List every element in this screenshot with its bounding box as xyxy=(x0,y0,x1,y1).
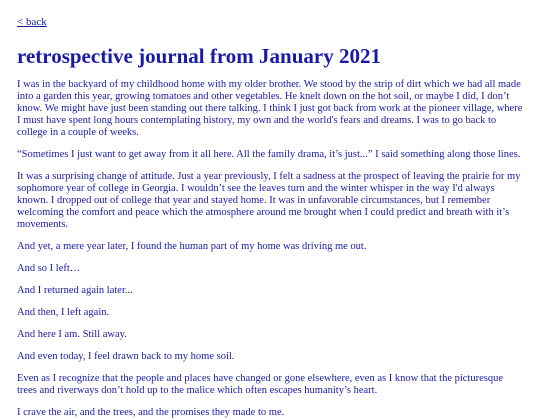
paragraph: Even as I recognize that the people and places have changed or gone elsewhere, even as I know that the picturesque trees and riverways don’t hold up to the malice which often escapes humanity’s heart. xyxy=(17,373,504,397)
back-link[interactable]: < back xyxy=(17,16,47,28)
paragraph: I crave the air, and the trees, and the promises they made to me. xyxy=(17,407,285,419)
paragraph: And I returned again later... xyxy=(17,285,133,297)
page-title: retrospective journal from January 2021 xyxy=(17,44,381,68)
paragraph: And so I left… xyxy=(17,263,81,275)
paragraph: And yet, a mere year later, I found the human part of my home was driving me out. xyxy=(17,241,367,253)
paragraph: It was a surprising change of attitude. Just a year previously, I felt a sadness at the prospect of leaving the prairie for my sophomore year of college in Georgia. I wouldn’t see the leaves turn and the winter whisper in the way I'd always known. I dropped out of college that year and stayed home. It was in unfavorable circumstances, but I remember welcoming the comfort and peace which the atmosphere around me brought when I could predict and breath with it’s movements. xyxy=(17,171,521,231)
paragraph: And even today, I feel drawn back to my home soil. xyxy=(17,351,235,363)
paragraph: And here I am. Still away. xyxy=(17,329,127,341)
article-body xyxy=(17,79,523,419)
paragraph: “Sometimes I just want to get away from it all here. All the family drama, it’s just...” I said something along those lines. xyxy=(17,149,521,161)
paragraph: I was in the backyard of my childhood home with my older brother. We stood by the strip of dirt which we had all made into a garden this year, growing tomatoes and other vegetables. He knelt down on the hot soil, or maybe I did, I don’t know. We might have just been standing out there talking. I think I just got back from work at the pioneer village, where I must have spent long hours contemplating history, my own and the world's fears and dreams. I was to go back to college in a couple of weeks. xyxy=(17,79,523,139)
paragraph: And then, I left again. xyxy=(17,307,110,319)
